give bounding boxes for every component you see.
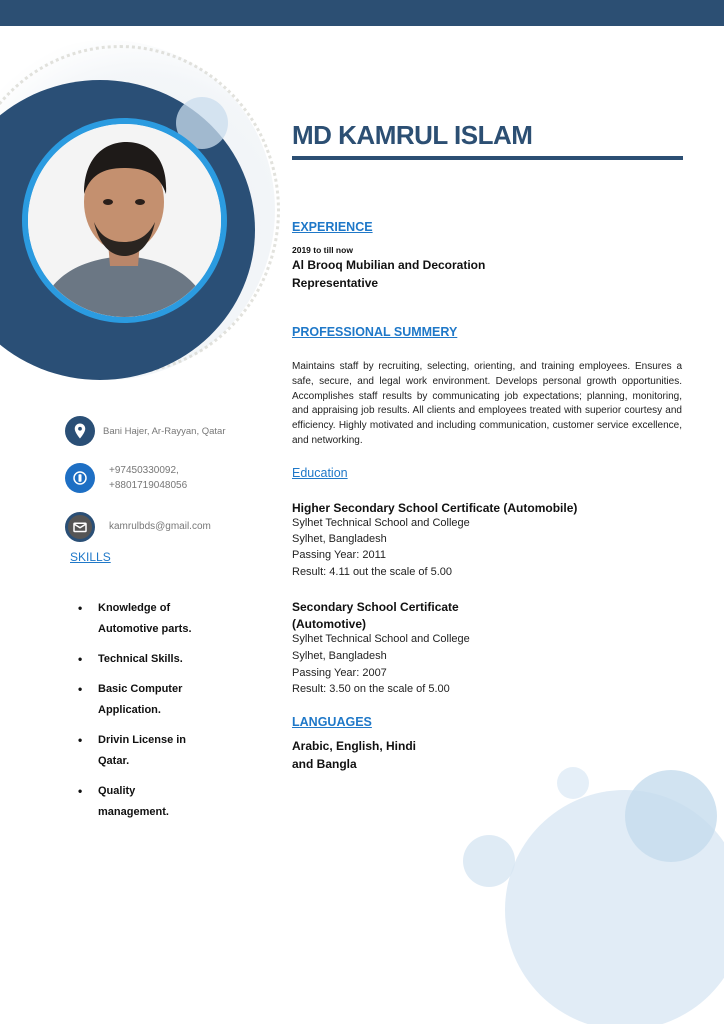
languages-line-2: and Bangla — [292, 757, 357, 771]
skill-item: • Drivin License in Qatar. — [78, 730, 238, 772]
education-title-cont: (Automotive) — [292, 617, 366, 631]
person-portrait-icon — [28, 124, 221, 317]
experience-heading: EXPERIENCE — [292, 220, 373, 234]
summary-text: Maintains staff by recruiting, selecting, orienting, and training employees. Ensures a safe, secure, and legal work environment. Develops personal growth opportunities. Accomplishes staff results by communicating job expectations; planning, monitoring, and appraising job results. All clients and employees treated with superior courtesy and efficiency. Highly motivated and including communication, customer service excellence, and networking. — [292, 361, 682, 446]
summary-heading: PROFESSIONAL SUMMERY — [292, 325, 458, 339]
skills-list — [78, 598, 238, 832]
phone-icon — [65, 463, 95, 493]
education-location: Sylhet, Bangladesh — [292, 533, 387, 545]
education-title: Secondary School Certificate — [292, 600, 459, 614]
education-result: Result: 3.50 on the scale of 5.00 — [292, 683, 450, 695]
education-year: Passing Year: 2007 — [292, 667, 387, 679]
education-year: Passing Year: 2011 — [292, 549, 386, 561]
decorative-bubble — [557, 767, 589, 799]
top-banner — [0, 0, 724, 26]
experience-role: Representative — [292, 276, 379, 290]
skills-heading: SKILLS — [70, 550, 111, 564]
languages-heading: LANGUAGES — [292, 715, 372, 729]
education-title: Higher Secondary School Certificate (Automobile) — [292, 501, 578, 515]
skill-item: • Basic Computer Application. — [78, 679, 238, 721]
experience-period: 2019 to till now — [292, 245, 353, 255]
experience-company: Al Brooq Mubilian and Decoration — [292, 258, 486, 272]
skill-item: • Knowledge of Automotive parts. — [78, 598, 238, 640]
decorative-bubble — [463, 835, 515, 887]
contact-address: Bani Hajer, Ar-Rayyan, Qatar — [103, 426, 226, 437]
education-school: Sylhet Technical School and College — [292, 517, 470, 529]
contact-phone-1: +97450330092, — [109, 465, 179, 476]
languages-line-1: Arabic, English, Hindi — [292, 739, 417, 753]
skill-item: • Quality management. — [78, 781, 238, 823]
education-school: Sylhet Technical School and College — [292, 633, 470, 645]
education-result: Result: 4.11 out the scale of 5.00 — [292, 566, 453, 578]
skill-item: • Technical Skills. — [78, 649, 238, 670]
contact-email[interactable]: kamrulbds@gmail.com — [109, 521, 211, 532]
education-heading: Education — [292, 466, 348, 480]
education-location: Sylhet, Bangladesh — [292, 650, 387, 662]
name-underline — [292, 156, 683, 160]
decorative-bubble — [625, 770, 717, 862]
location-pin-icon — [65, 416, 95, 446]
contact-phone-2: +8801719048056 — [109, 480, 188, 491]
candidate-name: MD KAMRUL ISLAM — [292, 120, 533, 150]
profile-photo — [28, 124, 221, 317]
email-icon — [65, 512, 95, 542]
